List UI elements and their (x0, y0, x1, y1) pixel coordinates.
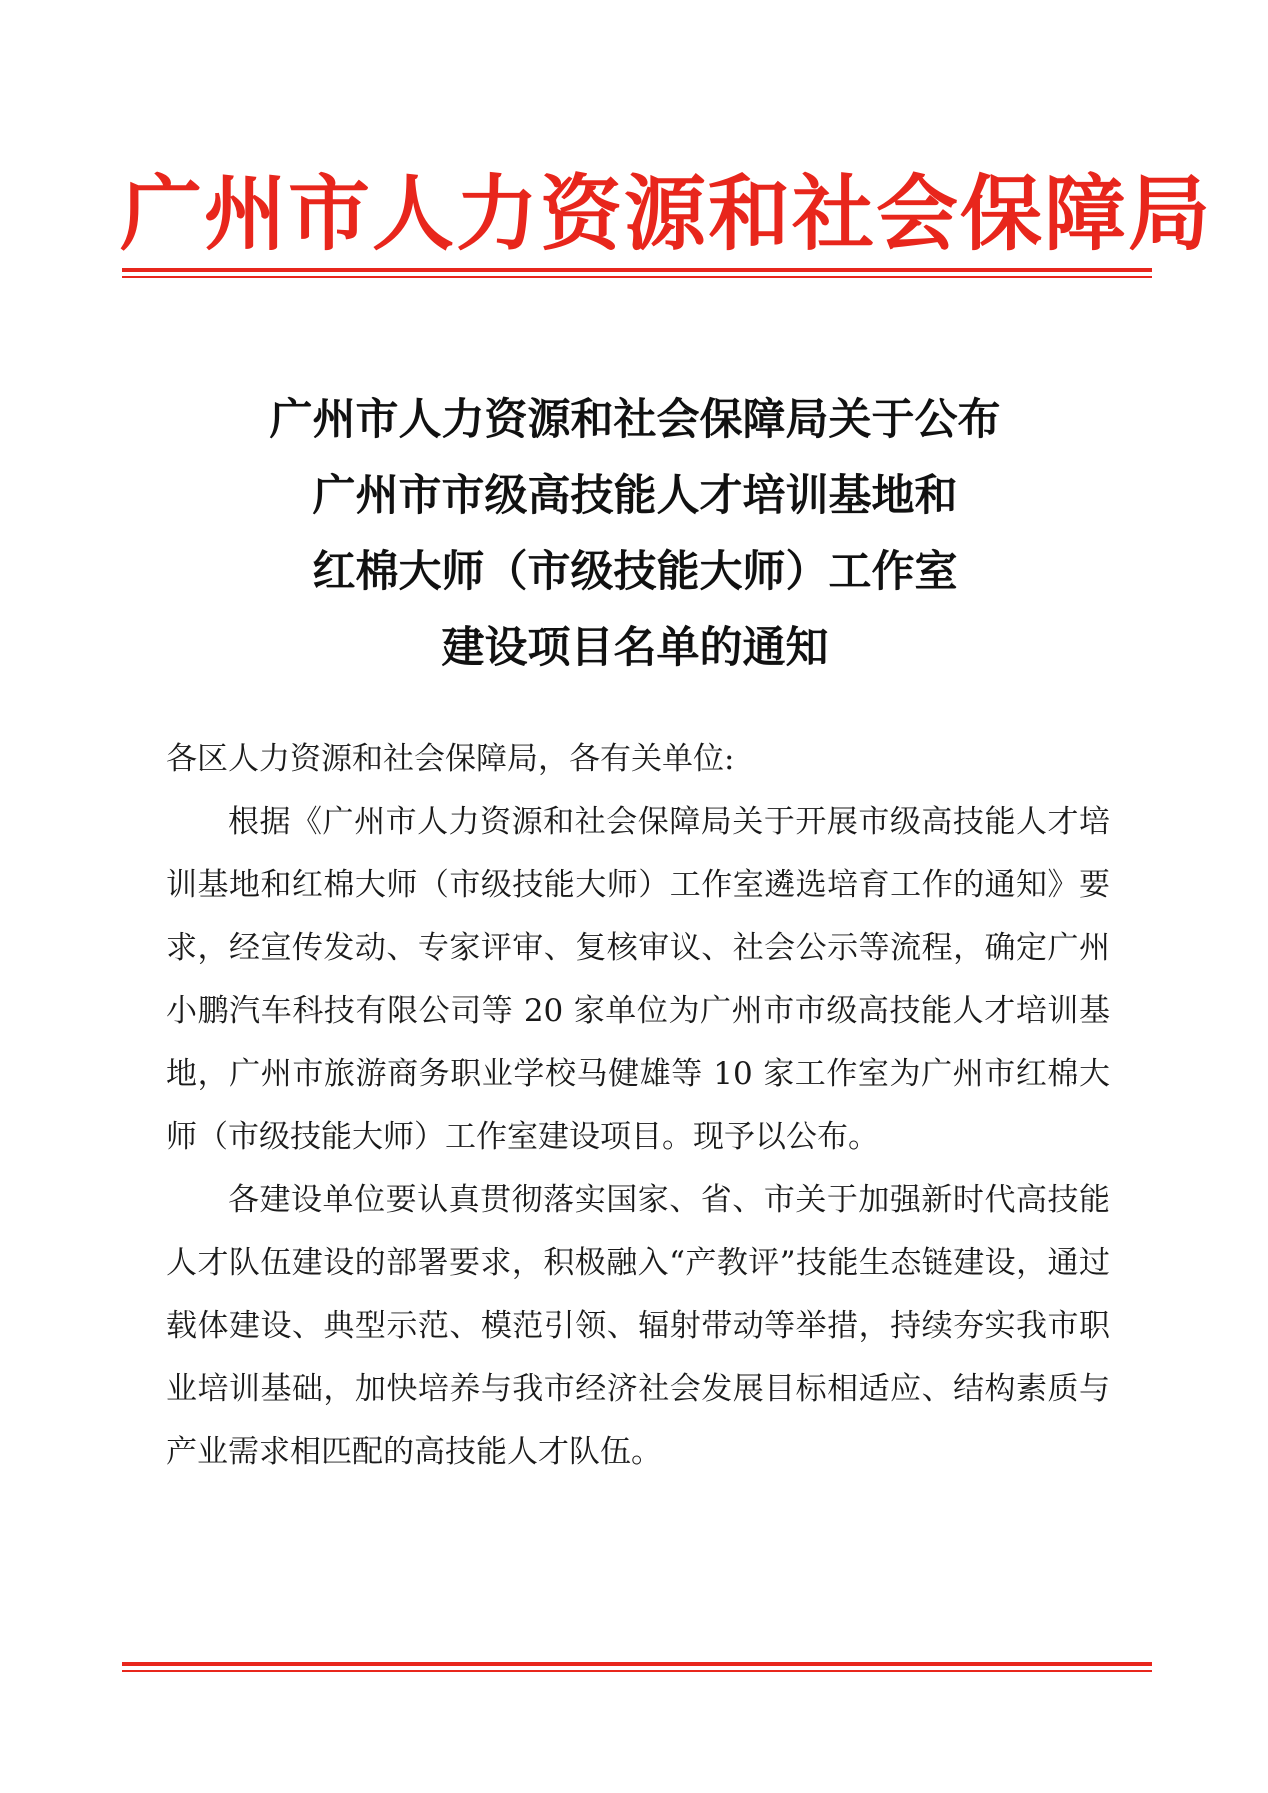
body-paragraph: 根据《广州市人力资源和社会保障局关于开展市级高技能人才培训基地和红棉大师（市级技能大师）工作室遴选培育工作的通知》要求，经宣传发动、专家评审、复核审议、社会公示等流程，确定广州小鹏汽车科技有限公司等 20 家单位为广州市市级高技能人才培训基地，广州市旅游商务职业学校马健雄等 10 家工作室为广州市红棉大师（市级技能大师）工作室建设项目。现予以公布。 (166, 804, 1110, 1155)
title-line: 广州市人力资源和社会保障局关于公布 (269, 395, 1001, 445)
letterhead-rule-thin (122, 276, 1152, 278)
body-paragraph: 各建设单位要认真贯彻落实国家、省、市关于加强新时代高技能人才队伍建设的部署要求，积极融入“产教评”技能生态链建设，通过载体建设、典型示范、模范引领、辐射带动等举措，持续夯实我市职业培训基础，加快培养与我市经济社会发展目标相适应、结构素质与产业需求相匹配的高技能人才队伍。 (166, 1182, 1110, 1470)
salutation: 各区人力资源和社会保障局，各有关单位: (166, 741, 735, 777)
document-title (130, 382, 1140, 686)
footer-rule-thin (122, 1670, 1152, 1672)
letterhead-org-name: 广州市人力资源和社会保障局 (120, 167, 1213, 262)
title-line: 建设项目名单的通知 (441, 623, 829, 673)
title-line: 广州市市级高技能人才培训基地和 (312, 471, 958, 521)
letterhead-rule-thick (122, 268, 1152, 272)
footer-rule-thick (122, 1662, 1152, 1666)
title-line: 红棉大师（市级技能大师）工作室 (312, 547, 958, 597)
document-body (166, 728, 1110, 1484)
